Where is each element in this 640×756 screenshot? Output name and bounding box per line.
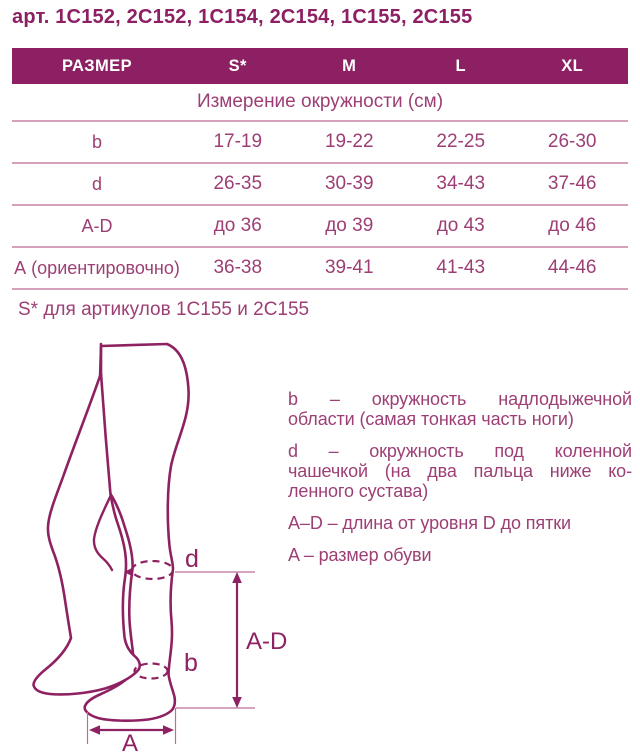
legend-item-a	[288, 545, 632, 565]
cell-value: до 43	[436, 215, 485, 236]
legend-line: чашечкой (на два пальца ниже ко-	[288, 461, 632, 481]
page-title: арт. 1С152, 2С152, 1С154, 2С154, 1С155, 2С155	[12, 6, 473, 28]
table-row-ad	[12, 206, 628, 248]
legend-item-ad	[288, 513, 632, 533]
legend-item-d	[288, 441, 632, 501]
table-footnote: S* для артикулов 1С155 и 2С155	[18, 299, 310, 320]
row-label: А (ориентировочно)	[14, 257, 180, 278]
table-row-d	[12, 164, 628, 206]
legend-line: d – окружность под коленной	[288, 441, 632, 461]
cell-value: 26-35	[213, 173, 263, 194]
cell-value: 39-41	[324, 257, 374, 278]
cell-value: 22-25	[436, 131, 486, 152]
cell-value: 30-39	[324, 173, 374, 194]
legend-line: области (самая тонкая часть ноги)	[288, 409, 574, 429]
row-label: d	[92, 173, 103, 194]
table-row-a	[12, 248, 628, 290]
legs-measurement-diagram	[25, 335, 325, 756]
cell-value: 36-38	[213, 257, 263, 278]
legend-item-b	[288, 389, 632, 429]
cell-value: до 36	[213, 215, 262, 236]
legend-line: b – окружность надлодыжечной	[288, 389, 632, 409]
measurement-legend	[288, 389, 632, 565]
legend-line: ленного сустава)	[288, 481, 429, 501]
cell-value: до 46	[548, 215, 597, 236]
measurement-subheader: Измерение окружности (см)	[12, 84, 628, 122]
cell-value: 41-43	[436, 257, 486, 278]
legend-line: A – размер обуви	[288, 545, 432, 565]
size-table	[12, 48, 628, 290]
size-table-header-row	[12, 48, 628, 84]
leg-length-arrow	[232, 572, 242, 708]
column-header-l: L	[455, 56, 466, 75]
cell-value: 17-19	[213, 131, 263, 152]
row-label: b	[92, 131, 103, 152]
cell-value: 26-30	[547, 131, 597, 152]
knee-measure-label: d	[185, 545, 199, 573]
cell-value: до 39	[325, 215, 374, 236]
foot-length-label: A	[122, 730, 139, 756]
column-header-s: S*	[228, 56, 247, 75]
legend-line: A–D – длина от уровня D до пятки	[288, 513, 571, 533]
row-label: A-D	[81, 215, 113, 236]
cell-value: 19-22	[324, 131, 374, 152]
cell-value: 34-43	[436, 173, 486, 194]
cell-value: 44-46	[547, 257, 597, 278]
column-header-m: M	[342, 56, 357, 75]
leg-length-label: A-D	[246, 628, 288, 655]
column-header-xl: XL	[561, 56, 584, 75]
ankle-measure-label: b	[184, 649, 198, 677]
cell-value: 37-46	[547, 173, 597, 194]
table-row-b	[12, 122, 628, 164]
column-header-size: РАЗМЕР	[62, 56, 132, 75]
